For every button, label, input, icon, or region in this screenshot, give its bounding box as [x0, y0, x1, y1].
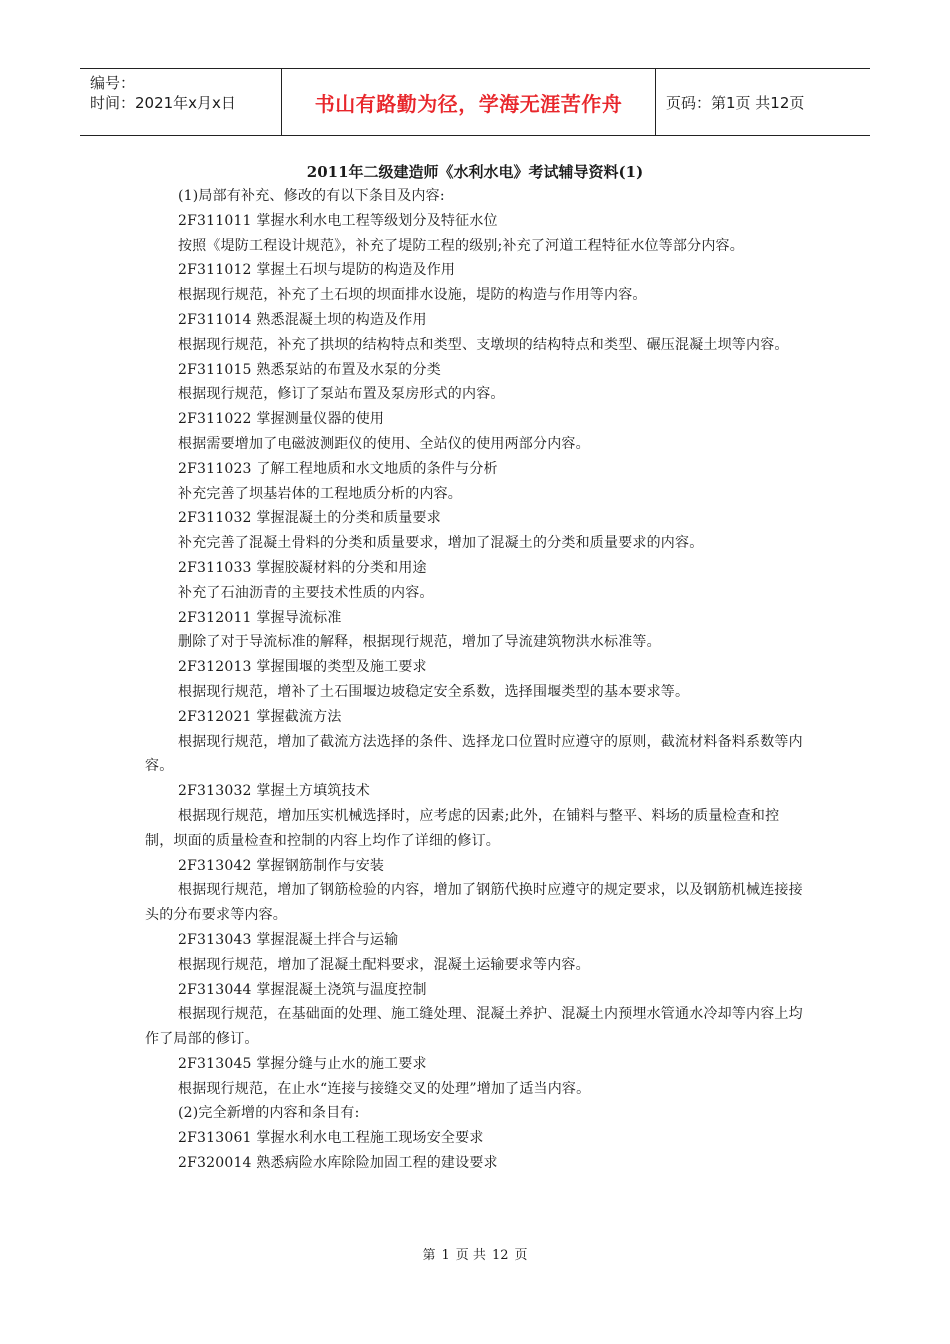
paragraph: 2F311011 掌握水利水电工程等级划分及特征水位 [178, 212, 498, 229]
header-motto: 书山有路勤为径，学海无涯苦作舟 [281, 69, 656, 135]
paragraph: 根据现行规范，在基础面的处理、施工缝处理、混凝土养护、混凝土内预埋水管通水冷却等内容上均作了局部的修订。 [145, 1006, 803, 1048]
paragraph: 根据现行规范，修订了泵站布置及泵房形式的内容。 [178, 386, 505, 403]
paragraph: 2F312013 掌握围堰的类型及施工要求 [178, 659, 427, 676]
paragraph: 2F311022 掌握测量仪器的使用 [178, 411, 385, 428]
paragraph: 根据现行规范，补充了土石坝的坝面排水设施，堤防的构造与作用等内容。 [178, 287, 647, 304]
paragraph: 根据现行规范，增加压实机械选择时，应考虑的因素;此外，在铺料与整平、料场的质量检查和控制，坝面的质量检查和控制的内容上均作了详细的修订。 [145, 807, 780, 849]
paragraph: 补充了石油沥青的主要技术性质的内容。 [178, 584, 434, 601]
paragraph: 2F311032 掌握混凝土的分类和质量要求 [178, 510, 441, 527]
paragraph: 2F312021 掌握截流方法 [178, 708, 342, 725]
paragraph: 2F313044 掌握混凝土浇筑与温度控制 [178, 981, 427, 998]
footer-page: 1 [441, 1248, 450, 1263]
footer-prefix: 第 [422, 1248, 436, 1263]
paragraph: 补充完善了混凝土骨料的分类和质量要求，增加了混凝土的分类和质量要求的内容。 [178, 535, 704, 552]
paragraph: 根据现行规范，补充了拱坝的结构特点和类型、支墩坝的结构特点和类型、碾压混凝土坝等内容。 [178, 336, 789, 353]
paragraph: 2F311015 熟悉泵站的布置及水泵的分类 [178, 361, 441, 378]
paragraph: 根据需要增加了电磁波测距仪的使用、全站仪的使用两部分内容。 [178, 435, 590, 452]
paragraph: 根据现行规范，增加了截流方法选择的条件、选择龙口位置时应遵守的原则，截流材料备料系数等内容。 [145, 733, 803, 775]
page-header [80, 68, 870, 136]
document-number-label: 编号： [90, 74, 136, 92]
document-body [145, 184, 805, 1176]
paragraph: 2F313032 掌握土方填筑技术 [178, 783, 370, 800]
paragraph: (2)完全新增的内容和条目有: [178, 1105, 360, 1122]
footer-mid: 页 共 [455, 1248, 486, 1263]
paragraph: 2F313042 掌握钢筋制作与安装 [178, 857, 385, 874]
paragraph: 2F311014 熟悉混凝土坝的构造及作用 [178, 311, 427, 328]
paragraph: 按照《堤防工程设计规范》，补充了堤防工程的级别;补充了河道工程特征水位等部分内容。 [178, 237, 744, 254]
paragraph: 2F311033 掌握胶凝材料的分类和用途 [178, 559, 427, 576]
paragraph: 删除了对于导流标准的解释，根据现行规范，增加了导流建筑物洪水标准等。 [178, 634, 661, 651]
paragraph: 2F313043 掌握混凝土拌合与运输 [178, 931, 399, 948]
paragraph: 根据现行规范，增加了钢筋检验的内容，增加了钢筋代换时应遵守的规定要求，以及钢筋机械连接接头的分布要求等内容。 [145, 882, 803, 924]
paragraph: 2F313045 掌握分缝与止水的施工要求 [178, 1055, 427, 1072]
page-footer [0, 1246, 950, 1266]
header-info [80, 69, 281, 135]
document-title: 2011年二级建造师《水利水电》考试辅导资料(1) [306, 163, 644, 181]
paragraph: 根据现行规范，增加了混凝土配料要求，混凝土运输要求等内容。 [178, 956, 590, 973]
paragraph: 补充完善了坝基岩体的工程地质分析的内容。 [178, 485, 462, 502]
paragraph: 2F312011 掌握导流标准 [178, 609, 342, 626]
paragraph: 2F311023 了解工程地质和水文地质的条件与分析 [178, 460, 498, 477]
footer-suffix: 页 [514, 1248, 528, 1263]
paragraph: 2F313061 掌握水利水电工程施工现场安全要求 [178, 1130, 484, 1147]
paragraph: 根据现行规范，增补了土石围堰边坡稳定安全系数，选择围堰类型的基本要求等。 [178, 683, 690, 700]
footer-total: 12 [491, 1248, 509, 1263]
paragraph: (1)局部有补充、修改的有以下条目及内容: [178, 188, 445, 204]
header-page-number: 页码：第1页 共12页 [666, 93, 805, 112]
document-date-label: 时间：2021年x月x日 [90, 94, 236, 112]
paragraph: 根据现行规范，在止水“连接与接缝交叉的处理”增加了适当内容。 [178, 1080, 591, 1097]
paragraph: 2F311012 掌握土石坝与堤防的构造及作用 [178, 262, 456, 279]
paragraph: 2F320014 熟悉病险水库除险加固工程的建设要求 [178, 1155, 498, 1172]
